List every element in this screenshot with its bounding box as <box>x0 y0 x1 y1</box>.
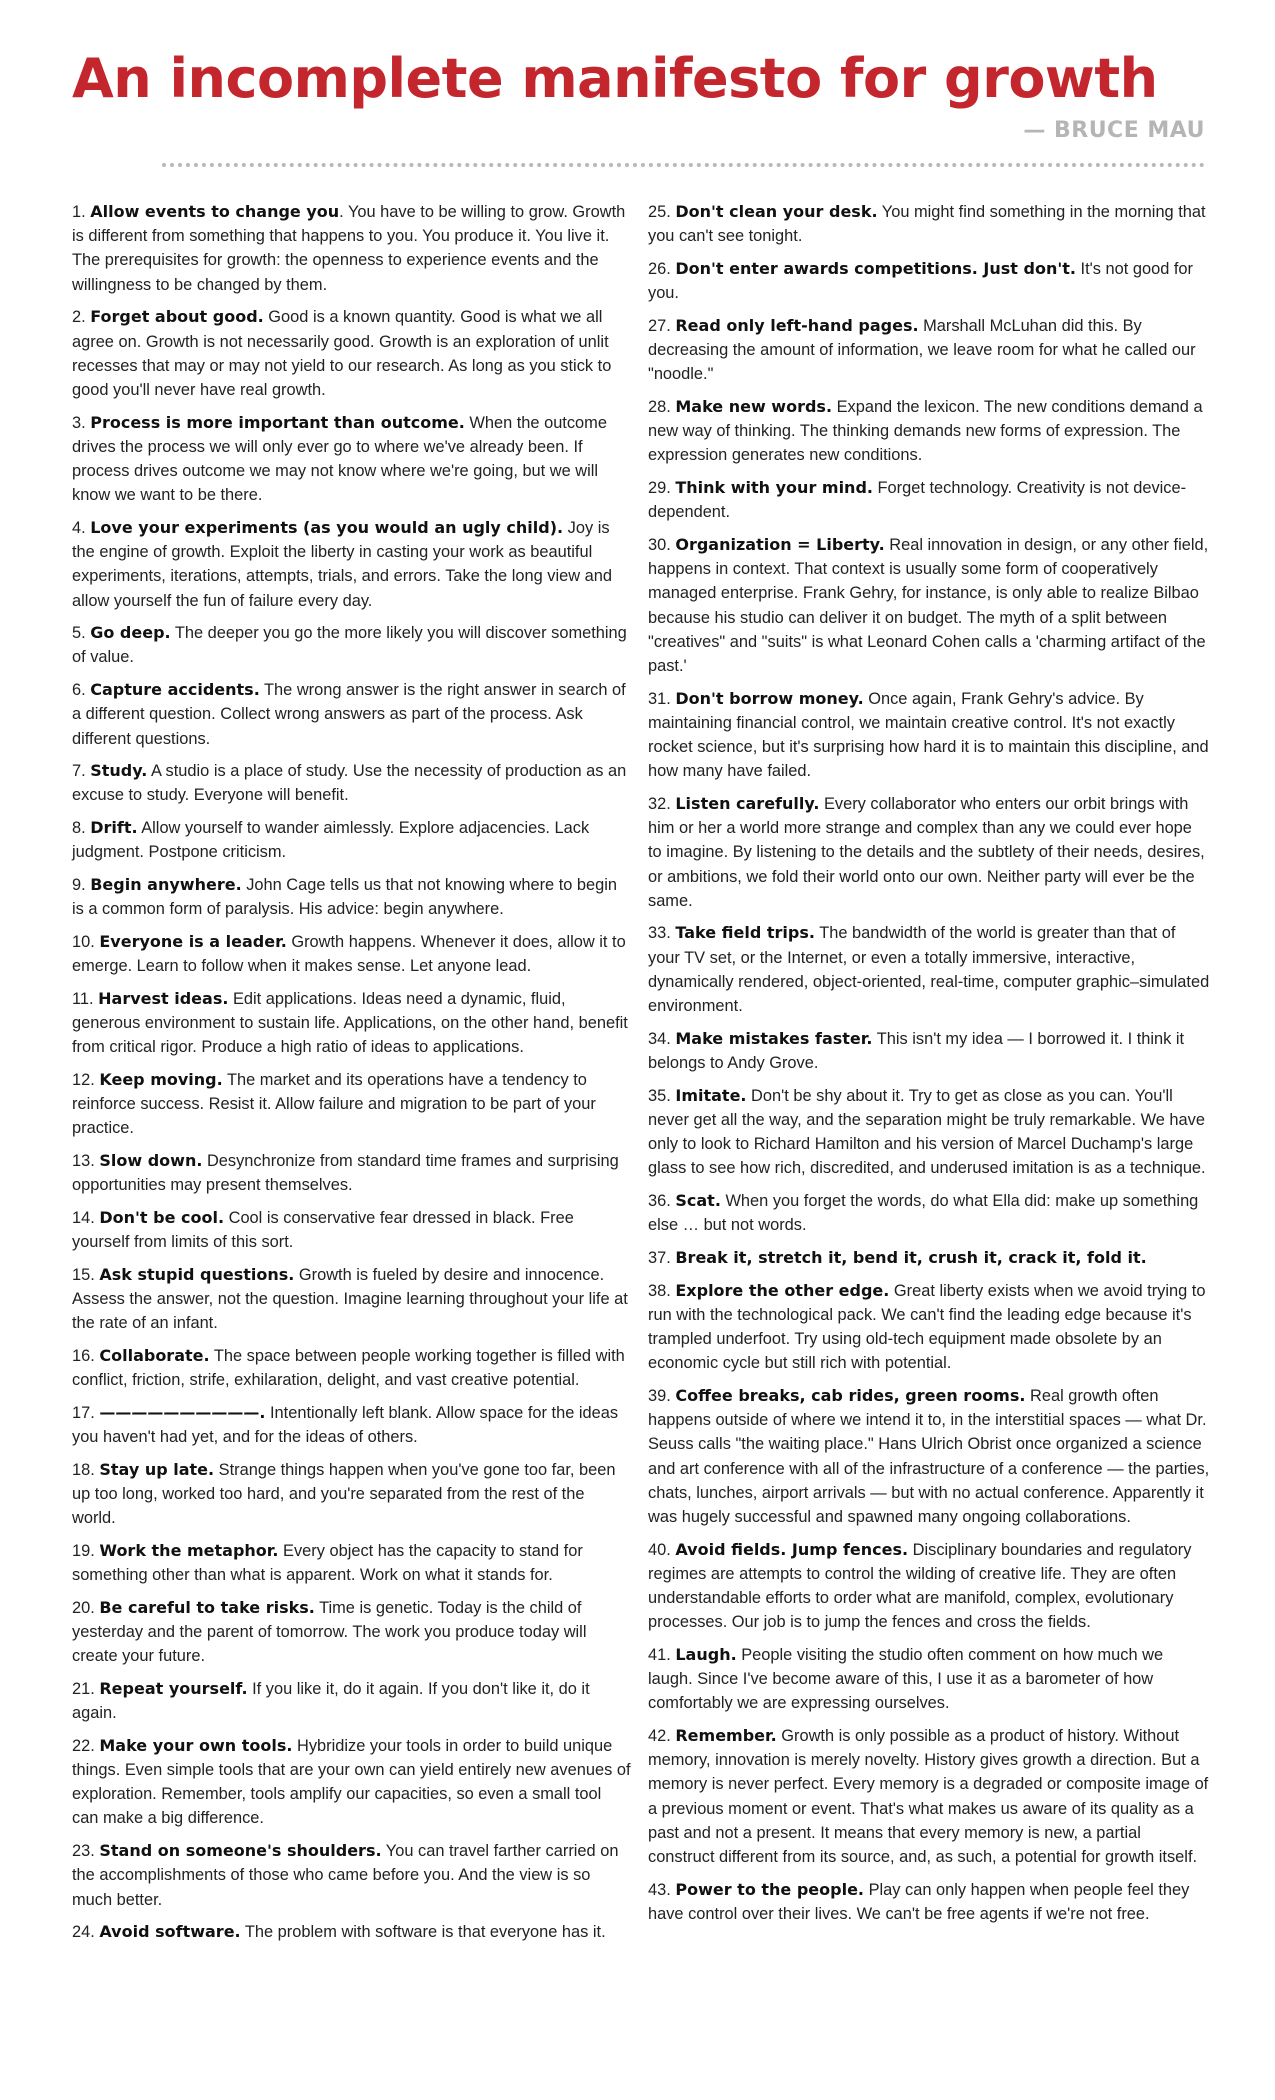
item-number: 34. <box>648 1029 671 1048</box>
item-heading: Stand on someone's shoulders. <box>99 1841 382 1861</box>
item-body: Cool is conservative fear dressed in black. Free yourself from limits of this sort. <box>72 1209 574 1252</box>
item-heading: Ask stupid questions. <box>99 1264 295 1284</box>
item-body: Hybridize your tools in order to build unique things. Even simple tools that are your own can yield entirely new avenues of exploration. Remember, tools amplify our capacities, so even a small tool can make a big difference. <box>72 1736 631 1828</box>
item-body: Strange things happen when you've gone too far, been up too long, worked too hard, and you're separated from the rest of the world. <box>72 1460 616 1528</box>
manifesto-item <box>648 1279 1210 1376</box>
item-number: 20. <box>72 1598 95 1617</box>
manifesto-item <box>72 1068 632 1141</box>
item-body: Expand the lexicon. The new conditions demand a new way of thinking. The thinking demands new forms of expression. The expression generates new conditions. <box>648 397 1203 465</box>
dotted-divider <box>162 163 1205 167</box>
item-body: Disciplinary boundaries and regulatory regimes are attempts to control the wilding of creative life. They are often understandable efforts to order what are manifold, complex, evolutionary processes. Our job is to jump the fences and cross the fields. <box>648 1540 1192 1632</box>
item-body: Joy is the engine of growth. Exploit the liberty in casting your work as beautiful experiments, iterations, attempts, trials, and errors. Take the long view and allow yourself the fun of failure every day. <box>72 518 612 610</box>
item-heading: Repeat yourself. <box>99 1678 248 1698</box>
manifesto-item <box>648 1084 1210 1181</box>
item-number: 38. <box>648 1281 671 1300</box>
item-heading: Drift. <box>90 818 138 838</box>
item-number: 36. <box>648 1192 671 1211</box>
item-number: 40. <box>648 1540 671 1559</box>
manifesto-item <box>72 411 632 508</box>
item-heading: Don't clean your desk. <box>675 202 878 221</box>
manifesto-item <box>648 1643 1210 1716</box>
item-body: Desynchronize from standard time frames and surprising opportunities may present themselves. <box>72 1152 619 1195</box>
item-body: It's not good for you. <box>648 259 1194 303</box>
item-number: 25. <box>648 203 671 221</box>
item-heading: Organization = Liberty. <box>675 534 885 554</box>
item-number: 12. <box>72 1071 95 1089</box>
item-body: A studio is a place of study. Use the necessity of production as an excuse to study. Everyone will benefit. <box>72 762 627 805</box>
manifesto-item <box>72 1458 632 1531</box>
item-body: Great liberty exists when we avoid trying to run with the technological pack. We can't find the leading edge because it's trampled underfoot. Try using old-tech equipment made obsolete by an economic cycle but still rich with potential. <box>648 1281 1206 1373</box>
item-body: The bandwidth of the world is greater than that of your TV set, or the Internet, or even a totally immersive, interactive, dynamically rendered, object-oriented, real-time, computer graphic–simulated environment. <box>648 924 1210 1016</box>
item-number: 24. <box>72 1923 95 1942</box>
item-body: When the outcome drives the process we will only ever go to where we've already been. If process drives outcome we may not know where we're going, but we will know we want to be there. <box>72 413 607 505</box>
item-heading: Break it, stretch it, bend it, crush it, crack it, fold it. <box>675 1247 1147 1267</box>
item-heading: Study. <box>90 761 148 781</box>
manifesto-item <box>648 921 1210 1018</box>
item-number: 18. <box>72 1460 95 1479</box>
item-number: 9. <box>72 876 86 895</box>
item-number: 27. <box>648 316 671 335</box>
item-number: 32. <box>648 794 671 813</box>
item-number: 39. <box>648 1386 671 1405</box>
manifesto-item <box>648 687 1210 784</box>
item-number: 14. <box>72 1209 95 1228</box>
item-number: 19. <box>72 1541 95 1560</box>
manifesto-item <box>648 1027 1210 1075</box>
item-heading: Listen carefully. <box>675 793 820 813</box>
item-heading: Collaborate. <box>99 1346 210 1366</box>
item-body: If you like it, do it again. If you don't like it, do it again. <box>72 1679 590 1723</box>
item-number: 35. <box>648 1086 671 1105</box>
item-heading: Love your experiments (as you would an ugly child). <box>90 517 564 537</box>
item-body: When you forget the words, do what Ella did: make up something else … but not words. <box>648 1192 1199 1235</box>
manifesto-item <box>72 1734 632 1831</box>
manifesto-item <box>648 314 1210 387</box>
manifesto-item <box>72 1539 632 1587</box>
item-heading: Harvest ideas. <box>98 988 229 1008</box>
manifesto-item <box>648 1724 1210 1869</box>
item-heading: Imitate. <box>675 1085 747 1105</box>
item-heading: Process is more important than outcome. <box>90 412 465 432</box>
item-heading: Everyone is a leader. <box>99 931 287 951</box>
item-body: Real innovation in design, or any other field, happens in context. That context is usually some form of cooperatively managed enterprise. Frank Gehry, for instance, is only able to realize Bilbao because his studio can deliver it on budget. The myth of a split between "creatives" and "suits" is what Leonard Cohen calls a 'charming artifact of the past.' <box>648 535 1209 675</box>
item-heading: Go deep. <box>90 623 171 643</box>
item-body: Intentionally left blank. Allow space for the ideas you haven't had yet, and for the ideas of others. <box>72 1403 619 1447</box>
item-number: 37. <box>648 1248 671 1267</box>
item-heading: Think with your mind. <box>675 478 873 498</box>
manifesto-item <box>72 759 632 807</box>
manifesto-item <box>648 1189 1210 1237</box>
item-heading: Make your own tools. <box>99 1735 293 1755</box>
manifesto-item <box>72 1596 632 1669</box>
item-heading: Power to the people. <box>675 1879 865 1899</box>
item-body: Every collaborator who enters our orbit brings with him or her a world more strange and complex than any we could ever hope to imagine. By listening to the details and the subtlety of their needs, desires, or ambitions, we fold their world onto our own. Neither party will ever be the same. <box>648 794 1205 910</box>
item-heading: Read only left-hand pages. <box>675 315 919 335</box>
item-body: Growth is only possible as a product of history. Without memory, innovation is merely novelty. History gives growth a direction. But a memory is never perfect. Every memory is a degraded or composite image of a previous moment or event. That's what makes us aware of its quality as a past and not a present. It means that every memory is new, a partial construct different from its source, and, as such, a potential for growth itself. <box>648 1727 1209 1867</box>
item-number: 13. <box>72 1152 95 1171</box>
item-body: The market and its operations have a tendency to reinforce success. Resist it. Allow failure and migration to be part of your practice. <box>72 1071 596 1138</box>
manifesto-item <box>72 305 632 402</box>
item-number: 7. <box>72 762 86 781</box>
item-number: 16. <box>72 1347 95 1366</box>
item-body: Allow yourself to wander aimlessly. Explore adjacencies. Lack judgment. Postpone criticism. <box>72 819 590 862</box>
item-number: 41. <box>648 1645 671 1664</box>
item-number: 33. <box>648 924 671 943</box>
item-number: 30. <box>648 535 671 554</box>
manifesto-item <box>72 1344 632 1392</box>
item-body: Real growth often happens outside of where we intend it to, in the interstitial spaces — what Dr. Seuss calls "the waiting place." Hans Ulrich Obrist once organized a science and art conference with all of the infrastructure of a conference — the parties, chats, lunches, airport arrivals — but with no actual conference. Apparently it was hugely successful and spawned many ongoing collaborations. <box>648 1386 1210 1526</box>
manifesto-item <box>72 816 632 864</box>
item-heading: Coffee breaks, cab rides, green rooms. <box>675 1385 1026 1405</box>
item-heading: Laugh. <box>675 1644 737 1664</box>
item-heading: Forget about good. <box>90 307 264 327</box>
manifesto-item <box>648 200 1210 248</box>
item-number: 26. <box>648 259 671 278</box>
item-number: 21. <box>72 1679 95 1698</box>
item-heading: Allow events to change you <box>90 202 340 221</box>
manifesto-item <box>648 1246 1210 1270</box>
item-body: . You have to be willing to grow. Growth is different from something that happens to you. You produce it. You live it. The prerequisites for growth: the openness to experience events and the willingness to be changed by them. <box>72 203 626 294</box>
item-number: 23. <box>72 1842 95 1861</box>
item-body: Play can only happen when people feel they have control over their lives. We can't be free agents if we're not free. <box>648 1880 1190 1923</box>
item-number: 10. <box>72 932 95 951</box>
item-number: 42. <box>648 1727 671 1746</box>
item-heading: Don't borrow money. <box>675 688 864 708</box>
item-heading: Don't be cool. <box>99 1208 225 1228</box>
item-heading: Avoid fields. Jump fences. <box>675 1539 909 1559</box>
manifesto-item <box>648 1878 1210 1926</box>
manifesto-item <box>72 1839 632 1912</box>
manifesto-item <box>72 1677 632 1725</box>
item-body: Growth is fueled by desire and innocence. Assess the answer, not the question. Imagine learning throughout your life at the rate of an infant. <box>72 1265 628 1333</box>
item-heading: Make new words. <box>675 396 833 416</box>
item-heading: Stay up late. <box>99 1459 215 1479</box>
manifesto-item <box>72 516 632 613</box>
manifesto-item <box>72 1263 632 1336</box>
item-body: Forget technology. Creativity is not device-dependent. <box>648 479 1187 522</box>
manifesto-item <box>648 1384 1210 1529</box>
item-heading: ——————————. <box>99 1402 266 1422</box>
item-body: The space between people working together is filled with conflict, friction, strife, exhilaration, delight, and vast creative potential. <box>72 1347 625 1390</box>
item-body: Don't be shy about it. Try to get as close as you can. You'll never get all the way, and the separation might be truly remarkable. We have only to look to Richard Hamilton and his version of Marcel Duchamp's large glass to see how rich, discredited, and underused imitation is as a technique. <box>648 1086 1206 1178</box>
manifesto-item <box>648 395 1210 468</box>
manifesto-item <box>72 930 632 978</box>
item-number: 15. <box>72 1265 95 1284</box>
item-heading: Work the metaphor. <box>99 1540 279 1560</box>
manifesto-item <box>72 200 632 297</box>
item-heading: Remember. <box>675 1726 777 1746</box>
item-body: The wrong answer is the right answer in search of a different question. Collect wrong answers as part of the process. Ask different questions. <box>72 681 626 748</box>
manifesto-item <box>72 621 632 669</box>
item-number: 3. <box>72 413 86 432</box>
item-body: This isn't my idea — I borrowed it. I think it belongs to Andy Grove. <box>648 1029 1185 1072</box>
item-body: Time is genetic. Today is the child of yesterday and the parent of tomorrow. The work you produce today will create your future. <box>72 1598 587 1666</box>
manifesto-item <box>72 1401 632 1449</box>
item-body: You can travel farther carried on the accomplishments of those who came before you. And the view is so much better. <box>72 1842 619 1909</box>
item-body: Good is a known quantity. Good is what we all agree on. Growth is not necessarily good. Growth is an exploration of unlit recesses that may or may not yield to our research. As long as you stick to good you'll never have real growth. <box>72 308 612 399</box>
item-body: Once again, Frank Gehry's advice. By maintaining financial control, we maintain creative control. It's not exactly rocket science, but it's surprising how hard it is to maintain this discipline, and how many have failed. <box>648 689 1209 781</box>
item-heading: Keep moving. <box>99 1070 223 1089</box>
item-number: 5. <box>72 624 86 643</box>
item-number: 6. <box>72 681 86 700</box>
item-body: The problem with software is that everyone has it. <box>240 1923 606 1942</box>
item-body: John Cage tells us that not knowing where to begin is a common form of paralysis. His advice: begin anywhere. <box>72 876 618 919</box>
manifesto-item <box>648 792 1210 913</box>
item-body: Every object has the capacity to stand for something other than what is apparent. Work on what it stands for. <box>72 1541 583 1585</box>
item-heading: Slow down. <box>99 1151 203 1171</box>
item-number: 29. <box>648 479 671 498</box>
manifesto-item <box>72 1920 632 1944</box>
manifesto-item <box>72 873 632 921</box>
manifesto-item <box>72 987 632 1060</box>
manifesto-item <box>648 476 1210 524</box>
page-title: An incomplete manifesto for growth <box>72 47 1158 110</box>
manifesto-item <box>72 678 632 751</box>
item-number: 43. <box>648 1880 671 1899</box>
item-number: 8. <box>72 819 86 838</box>
item-number: 4. <box>72 518 86 537</box>
item-heading: Begin anywhere. <box>90 875 242 895</box>
item-body: The deeper you go the more likely you will discover something of value. <box>72 624 627 667</box>
item-body: You might find something in the morning that you can't see tonight. <box>648 203 1206 246</box>
item-body: People visiting the studio often comment on how much we laugh. Since I've become aware of this, I use it as a barometer of how comfortably we are expressing ourselves. <box>648 1645 1164 1713</box>
item-heading: Don't enter awards competitions. Just don't. <box>675 258 1076 278</box>
item-number: 2. <box>72 308 86 327</box>
manifesto-item <box>72 1206 632 1254</box>
manifesto-item <box>72 1149 632 1197</box>
right-column <box>648 200 1210 1935</box>
item-heading: Scat. <box>675 1191 721 1211</box>
manifesto-item <box>648 257 1210 305</box>
manifesto-item <box>648 533 1210 678</box>
item-number: 22. <box>72 1736 95 1755</box>
item-heading: Take field trips. <box>675 923 815 943</box>
item-number: 31. <box>648 689 671 708</box>
item-number: 1. <box>72 203 86 221</box>
item-body: Growth happens. Whenever it does, allow it to emerge. Learn to follow when it makes sense. Let anyone lead. <box>72 932 626 976</box>
item-body: Edit applications. Ideas need a dynamic, fluid, generous environment to sustain life. Applications, on the other hand, benefit from critical rigor. Produce a high ratio of ideas to applications. <box>72 989 628 1057</box>
item-number: 17. <box>72 1403 95 1422</box>
author-byline: — BRUCE MAU <box>1023 118 1205 143</box>
item-heading: Capture accidents. <box>90 680 260 700</box>
item-heading: Make mistakes faster. <box>675 1028 873 1048</box>
item-heading: Be careful to take risks. <box>99 1597 315 1617</box>
item-number: 28. <box>648 397 671 416</box>
item-body: Marshall McLuhan did this. By decreasing the amount of information, we leave room for what he called our "noodle." <box>648 316 1196 384</box>
left-column <box>72 200 632 1953</box>
manifesto-item <box>648 1538 1210 1635</box>
item-heading: Explore the other edge. <box>675 1280 890 1300</box>
item-number: 11. <box>72 989 94 1008</box>
item-heading: Avoid software. <box>99 1922 241 1942</box>
